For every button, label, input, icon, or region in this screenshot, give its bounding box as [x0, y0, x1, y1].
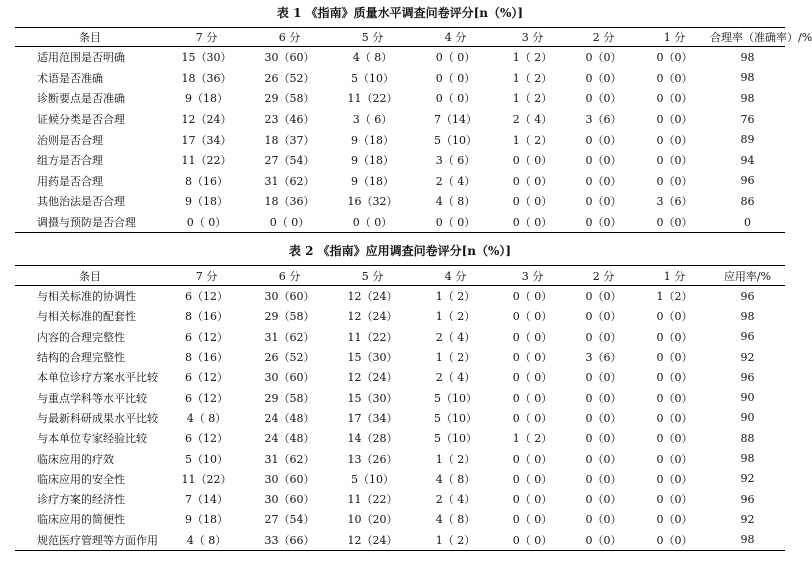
table-cell: 76: [740, 112, 755, 126]
table-cell: 0（ 0）: [512, 351, 553, 365]
table-cell: 8（16）: [185, 174, 228, 188]
table-cell: 26（52）: [264, 351, 315, 365]
table-cell: 16（32）: [347, 195, 398, 209]
table-cell: 26（52）: [264, 71, 315, 85]
table-cell: 0（0）: [585, 71, 622, 85]
table-cell: 10（20）: [347, 513, 398, 527]
table-cell: 15（30）: [181, 51, 232, 65]
table2-column-header: 1 分: [639, 266, 710, 286]
table-cell: 0（ 0）: [165, 212, 248, 233]
table-cell: 0（ 0）: [512, 391, 553, 405]
table-cell: 1（ 2）: [435, 290, 476, 304]
table-cell: 0（ 0）: [512, 513, 553, 527]
table-cell: 4（ 8）: [186, 411, 227, 425]
table-cell: 0（0）: [585, 513, 622, 527]
table-cell: 0（0）: [656, 513, 693, 527]
table-cell: 3（6）: [656, 195, 693, 209]
table-cell: 24（48）: [264, 432, 315, 446]
table-cell: 0（ 0）: [512, 174, 553, 188]
table-cell: 11（22）: [181, 472, 232, 486]
table-cell: 92: [740, 472, 755, 486]
table-row: [15, 509, 785, 529]
table-cell: 1（ 2）: [414, 530, 497, 551]
table-cell: 0（ 0）: [497, 212, 568, 233]
table-cell: 9（18）: [185, 195, 228, 209]
table-cell: 29（58）: [264, 310, 315, 324]
table-row: [15, 306, 785, 326]
row-item-label: 诊疗方案的经济性: [37, 493, 125, 507]
table-cell: 98: [740, 309, 755, 323]
table-row: [15, 191, 785, 212]
row-item-label: 与本单位专家经验比较: [37, 432, 147, 446]
table-cell: 98: [740, 50, 755, 64]
table-cell: 18（36）: [181, 71, 232, 85]
table-cell: 31（62）: [264, 452, 315, 466]
table-row: [15, 88, 785, 109]
table-row: [15, 47, 785, 68]
table-cell: 5（10）: [434, 432, 477, 446]
table-cell: 0（0）: [656, 92, 693, 106]
row-item-label: 与相关标准的协调性: [37, 290, 136, 304]
table-cell: 11（22）: [181, 154, 232, 168]
table-cell: 6（12）: [185, 432, 228, 446]
table-cell: 0（ 0）: [497, 530, 568, 551]
table2: [15, 265, 785, 551]
table-cell: 0（0）: [585, 452, 622, 466]
table-row: [15, 171, 785, 192]
row-item-label: 其他治法是否合理: [37, 195, 125, 209]
table-cell: 5（10）: [351, 71, 394, 85]
row-item-label: 与最新科研成果水平比较: [37, 411, 158, 425]
table-cell: 2（ 4）: [512, 113, 553, 127]
table-cell: 0（0）: [585, 174, 622, 188]
table-cell: 30（60）: [264, 472, 315, 486]
row-item-label: 与重点学科等水平比较: [37, 391, 147, 405]
table-cell: 17（34）: [181, 133, 232, 147]
table-cell: 5（10）: [185, 452, 228, 466]
table-cell: 3（6）: [585, 351, 622, 365]
table-cell: 9（18）: [351, 133, 394, 147]
table-cell: 8（16）: [185, 310, 228, 324]
table-cell: 1（2）: [656, 290, 693, 304]
table-cell: 2（ 4）: [435, 493, 476, 507]
table2-header-row: [15, 266, 785, 286]
table-cell: 96: [740, 330, 755, 344]
table-cell: 30（60）: [264, 371, 315, 385]
table1-header-row: [15, 28, 785, 47]
table-cell: 1（ 2）: [435, 351, 476, 365]
row-item-label: 术语是否准确: [37, 71, 103, 85]
table-cell: 0（0）: [585, 411, 622, 425]
table-cell: 12（24）: [347, 310, 398, 324]
table-cell: 96: [740, 370, 755, 384]
table-cell: 0（0）: [585, 391, 622, 405]
table-cell: 31（62）: [264, 330, 315, 344]
table-cell: 24（48）: [264, 411, 315, 425]
table-cell: 5（10）: [434, 391, 477, 405]
table-cell: 9（18）: [185, 92, 228, 106]
table-row: [15, 367, 785, 387]
table1-column-header: 1 分: [639, 28, 710, 47]
table-cell: 0（0）: [656, 432, 693, 446]
table-cell: 8（16）: [185, 351, 228, 365]
table-cell: 0（ 0）: [512, 310, 553, 324]
table-cell: 18（36）: [264, 195, 315, 209]
table-cell: 0（0）: [656, 71, 693, 85]
row-item-label: 临床应用的疗效: [37, 452, 114, 466]
table1-column-header: 条目: [15, 28, 165, 47]
table-cell: 1（ 2）: [512, 92, 553, 106]
table-cell: 6（12）: [185, 391, 228, 405]
table-cell: 12（24）: [181, 113, 232, 127]
table-row: [15, 428, 785, 448]
table-cell: 98: [710, 530, 785, 551]
table-cell: 0: [710, 212, 785, 233]
row-item-label: 临床应用的简便性: [37, 513, 125, 527]
table-cell: 0（ 0）: [512, 290, 553, 304]
table-cell: 98: [740, 91, 755, 105]
row-item-label: 适用范围是否明确: [37, 51, 125, 65]
table-cell: 30（60）: [264, 493, 315, 507]
table-cell: 1（ 2）: [512, 71, 553, 85]
row-item-label: 用药是否合理: [37, 174, 103, 188]
table-row: [15, 469, 785, 489]
table-cell: 30（60）: [264, 290, 315, 304]
table-cell: 0（0）: [639, 212, 710, 233]
table-cell: 0（0）: [656, 154, 693, 168]
table-cell: 0（0）: [568, 530, 639, 551]
table1: [15, 27, 812, 233]
table-cell: 2（ 4）: [435, 330, 476, 344]
table-cell: 3（ 6）: [435, 154, 476, 168]
table-cell: 17（34）: [347, 411, 398, 425]
table-cell: 0（0）: [656, 411, 693, 425]
table-cell: 4（ 8）: [435, 195, 476, 209]
table-cell: 0（ 0）: [512, 411, 553, 425]
table-cell: 14（28）: [347, 432, 398, 446]
table-cell: 4（ 8）: [435, 513, 476, 527]
table-row: [15, 448, 785, 468]
table-cell: 0（0）: [585, 290, 622, 304]
table-cell: 0（0）: [656, 351, 693, 365]
row-item-label: 组方是否合理: [37, 154, 103, 168]
table-cell: 15（30）: [347, 351, 398, 365]
table-cell: 31（62）: [264, 174, 315, 188]
table-cell: 15（30）: [347, 391, 398, 405]
table-cell: 12（24）: [347, 290, 398, 304]
row-item-label: 证候分类是否合理: [37, 113, 125, 127]
table2-column-header: 6 分: [248, 266, 331, 286]
table2-body: [15, 286, 785, 551]
table-cell: 0（ 0）: [435, 71, 476, 85]
table1-column-header: 3 分: [497, 28, 568, 47]
table-cell: 29（58）: [264, 391, 315, 405]
table-cell: 0（0）: [639, 530, 710, 551]
table-cell: 23（46）: [264, 113, 315, 127]
table-row: [15, 212, 785, 233]
table-cell: 7（14）: [185, 493, 228, 507]
row-item-label: 内容的合理完整性: [37, 330, 125, 344]
table-cell: 0（0）: [585, 493, 622, 507]
table-cell: 1（ 2）: [435, 452, 476, 466]
table1-body: [15, 47, 785, 233]
table-cell: 13（26）: [347, 452, 398, 466]
table-cell: 98: [740, 452, 755, 466]
table-row: [15, 129, 785, 150]
table-cell: 96: [740, 174, 755, 188]
table-cell: 4（ 8）: [352, 51, 393, 65]
table2-column-header: 4 分: [414, 266, 497, 286]
table-cell: 1（ 2）: [512, 51, 553, 65]
table1-column-header: 5 分: [331, 28, 414, 47]
table-cell: 0（0）: [585, 472, 622, 486]
table-cell: 11（22）: [347, 493, 398, 507]
table-cell: 0（0）: [656, 371, 693, 385]
table-row: [15, 387, 785, 407]
table-cell: 0（0）: [568, 212, 639, 233]
table-cell: 29（58）: [264, 92, 315, 106]
table-cell: 12（24）: [347, 371, 398, 385]
table-cell: 0（ 0）: [414, 212, 497, 233]
table1-column-header: 7 分: [165, 28, 248, 47]
table-cell: 96: [740, 289, 755, 303]
row-item-label: 本单位诊疗方案水平比较: [37, 371, 158, 385]
table-row: [15, 347, 785, 367]
table-cell: 0（0）: [585, 371, 622, 385]
table-cell: 2（ 4）: [435, 371, 476, 385]
table-cell: 5（10）: [434, 411, 477, 425]
table-cell: 88: [740, 431, 755, 445]
table-cell: 0（0）: [656, 472, 693, 486]
table-cell: 3（6）: [585, 113, 622, 127]
table-cell: 0（0）: [585, 51, 622, 65]
row-item-label: 调摄与预防是否合理: [15, 212, 165, 233]
table-cell: 98: [740, 71, 755, 85]
table-cell: 6（12）: [185, 290, 228, 304]
row-item-label: 与相关标准的配套性: [37, 310, 136, 324]
table-cell: 6（12）: [185, 330, 228, 344]
table-cell: 0（ 0）: [512, 154, 553, 168]
table-cell: 0（0）: [656, 51, 693, 65]
table1-column-header: 6 分: [248, 28, 331, 47]
table-cell: 9（18）: [351, 154, 394, 168]
table-cell: 94: [740, 153, 755, 167]
table2-caption: 表 2 《指南》应用调查问卷评分[n（%）]: [288, 244, 512, 258]
table-cell: 0（0）: [656, 391, 693, 405]
row-item-label: 规范医疗管理等方面作用: [15, 530, 165, 551]
table-cell: 92: [740, 350, 755, 364]
table-cell: 0（0）: [656, 113, 693, 127]
table-cell: 0（ 0）: [512, 330, 553, 344]
table-cell: 7（14）: [434, 113, 477, 127]
row-item-label: 治则是否合理: [37, 133, 103, 147]
row-item-label: 结构的合理完整性: [37, 351, 125, 365]
table-cell: 0（0）: [585, 154, 622, 168]
table-cell: 0（ 0）: [512, 472, 553, 486]
table1-column-header: 4 分: [414, 28, 497, 47]
table-cell: 1（ 2）: [435, 310, 476, 324]
table-cell: 0（ 0）: [435, 51, 476, 65]
table-cell: 0（0）: [585, 133, 622, 147]
table2-column-header: 7 分: [165, 266, 248, 286]
table-cell: 5（10）: [351, 472, 394, 486]
table-cell: 6（12）: [185, 371, 228, 385]
table-cell: 0（ 0）: [512, 452, 553, 466]
table-cell: 0（ 0）: [512, 195, 553, 209]
table-cell: 27（54）: [264, 154, 315, 168]
table-cell: 9（18）: [185, 513, 228, 527]
table-row: [15, 489, 785, 509]
table-cell: 5（10）: [434, 133, 477, 147]
table-cell: 0（ 0）: [512, 371, 553, 385]
table-cell: 92: [740, 512, 755, 526]
table-cell: 0（ 0）: [248, 212, 331, 233]
table-cell: 1（ 2）: [512, 432, 553, 446]
table-cell: 0（0）: [585, 432, 622, 446]
table-cell: 9（18）: [351, 174, 394, 188]
table-cell: 2（ 4）: [435, 174, 476, 188]
table-cell: 18（37）: [264, 133, 315, 147]
table-row: [15, 68, 785, 89]
table2-column-header: 条目: [15, 266, 165, 286]
table-cell: 0（0）: [585, 330, 622, 344]
table1-column-header: 2 分: [568, 28, 639, 47]
table-cell: 0（0）: [656, 452, 693, 466]
table-row: [15, 327, 785, 347]
table-cell: 96: [740, 492, 755, 506]
table-row: [15, 286, 785, 307]
table-cell: 0（0）: [656, 310, 693, 324]
table-cell: 86: [740, 194, 755, 208]
table-row: [15, 109, 785, 130]
table-cell: 11（22）: [347, 330, 398, 344]
table2-column-header: 应用率/%: [710, 266, 785, 286]
table2-column-header: 5 分: [331, 266, 414, 286]
table-cell: 0（0）: [656, 493, 693, 507]
table-cell: 89: [740, 133, 755, 147]
table-cell: 4（ 8）: [435, 472, 476, 486]
table-cell: 12（24）: [331, 530, 414, 551]
table2-column-header: 2 分: [568, 266, 639, 286]
table-cell: 90: [740, 391, 755, 405]
table-cell: 0（0）: [585, 92, 622, 106]
table-cell: 0（0）: [585, 310, 622, 324]
table-cell: 33（66）: [248, 530, 331, 551]
table-cell: 0（ 0）: [331, 212, 414, 233]
table-cell: 4（ 8）: [165, 530, 248, 551]
table2-column-header: 3 分: [497, 266, 568, 286]
table-cell: 27（54）: [264, 513, 315, 527]
table-cell: 0（0）: [656, 330, 693, 344]
row-item-label: 临床应用的安全性: [37, 472, 125, 486]
table1-caption: 表 1 《指南》质量水平调查问卷评分[n（%）]: [276, 6, 524, 20]
row-item-label: 诊断要点是否准确: [37, 92, 125, 106]
table-cell: 1（ 2）: [512, 133, 553, 147]
table-row: [15, 408, 785, 428]
table1-column-header: 合理率（准确率）/%: [710, 28, 785, 47]
table-cell: 0（0）: [656, 133, 693, 147]
table-row: [15, 530, 785, 551]
table-cell: 90: [740, 411, 755, 425]
table-cell: 0（0）: [585, 195, 622, 209]
table-cell: 3（ 6）: [352, 113, 393, 127]
table-cell: 11（22）: [347, 92, 398, 106]
table-cell: 0（ 0）: [435, 92, 476, 106]
table-cell: 0（0）: [656, 174, 693, 188]
table-cell: 0（ 0）: [512, 493, 553, 507]
table-cell: 30（60）: [264, 51, 315, 65]
table-row: [15, 150, 785, 171]
